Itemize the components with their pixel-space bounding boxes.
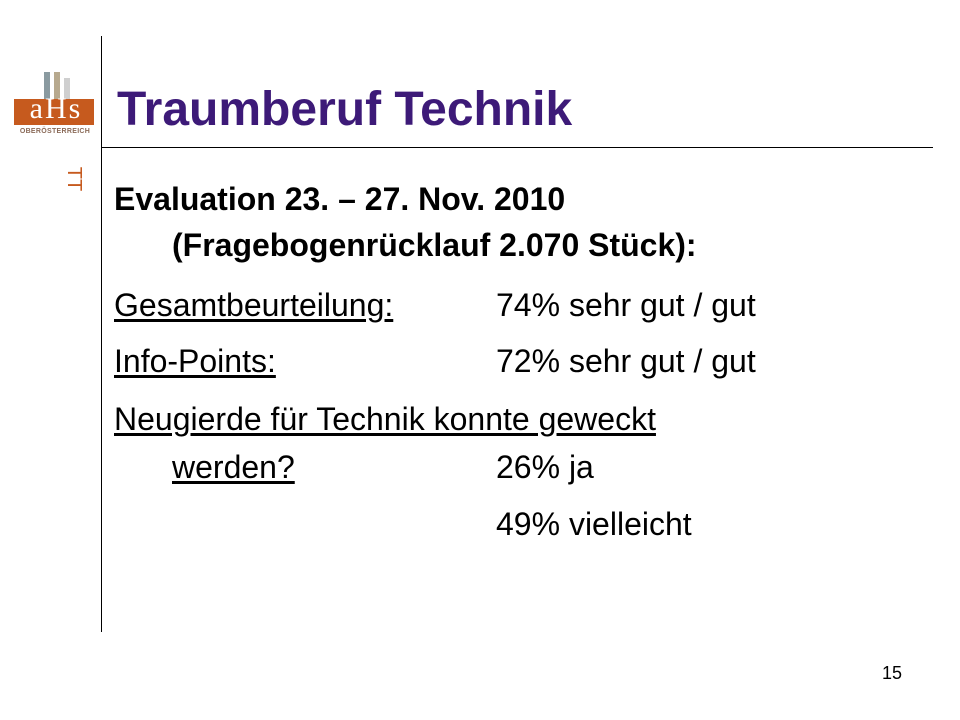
logo-subtitle: OBERÖSTERREICH — [19, 128, 91, 135]
logo-letters: aHs — [29, 92, 83, 125]
question-line-1: Neugierde für Technik konnte geweckt — [114, 401, 656, 437]
horizontal-divider — [101, 147, 933, 148]
evaluation-line-1: Evaluation 23. – 27. Nov. 2010 — [114, 181, 566, 217]
question-line-2: werden? — [172, 449, 295, 485]
item-value-gesamtbeurteilung: 74% sehr gut / gut — [496, 287, 756, 323]
answer-ja: 26% ja — [496, 449, 594, 485]
answer-vielleicht: 49% vielleicht — [496, 506, 692, 542]
item-label-gesamtbeurteilung: Gesamtbeurteilung: — [114, 287, 394, 323]
item-label-info-points: Info-Points: — [114, 343, 276, 379]
ahs-logo — [14, 72, 98, 140]
page-number: 15 — [881, 663, 902, 683]
side-mark: TT — [63, 166, 85, 192]
evaluation-line-2: (Fragebogenrücklauf 2.070 Stück): — [172, 227, 697, 263]
item-value-info-points: 72% sehr gut / gut — [496, 343, 756, 379]
vertical-divider — [101, 36, 102, 632]
slide-title: Traumberuf Technik — [117, 83, 573, 136]
